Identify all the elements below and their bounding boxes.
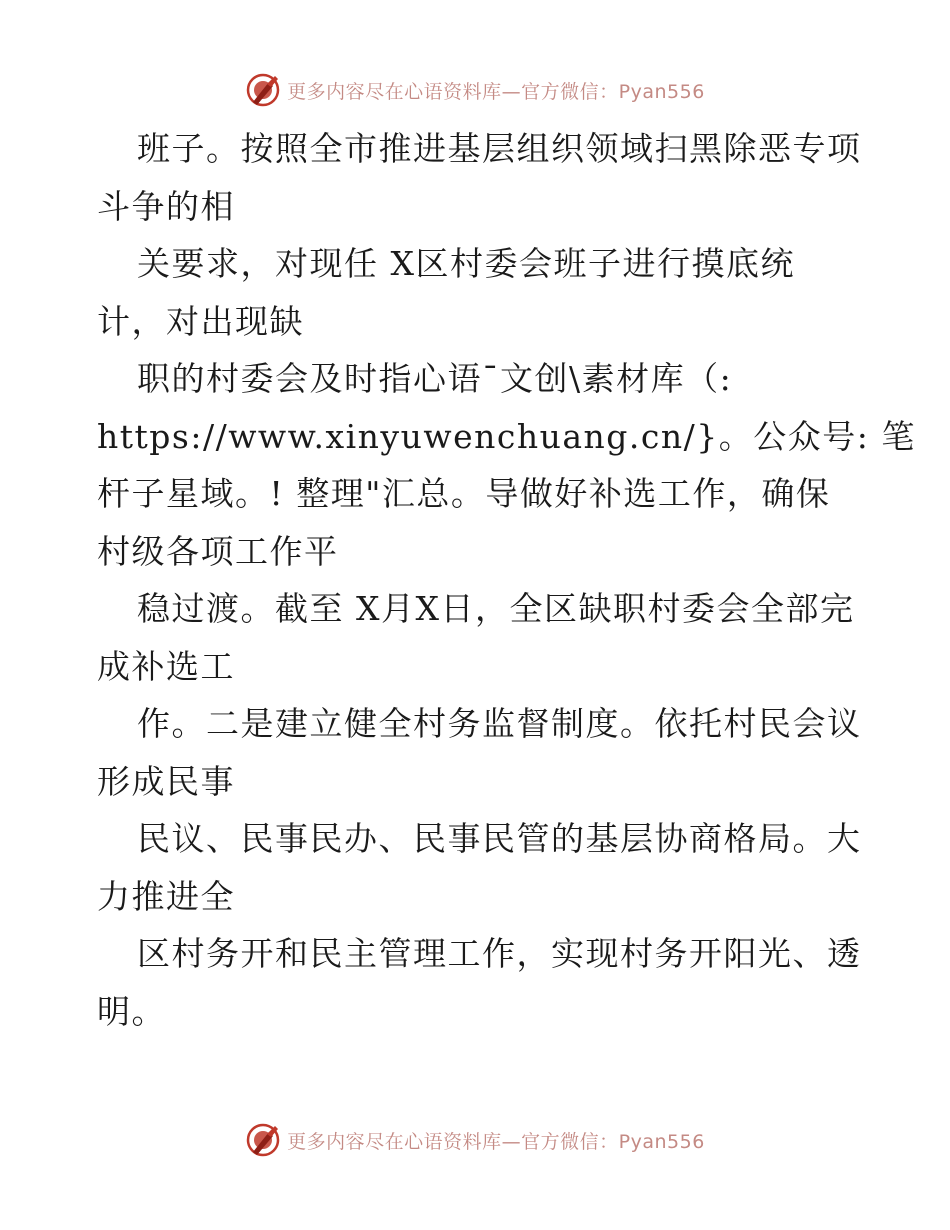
body-text-line: 明。 — [97, 991, 166, 1031]
body-text-line: 区村务开和民主管理工作，实现村务开阳光、透 — [137, 934, 862, 973]
body-text-line: 关要求，对现任 X区村委会班子进行摸底统 — [137, 244, 795, 283]
watermark-text: 更多内容尽在心语资料库—官方微信：Pyan556 — [287, 1130, 705, 1153]
body-text-line: 职的村委会及时指心语¯文创\素材库（: — [137, 359, 733, 398]
body-text-line: 杆子星域。! 整理"汇总。导做好补选工作，确保 — [97, 474, 831, 513]
document-body — [97, 120, 916, 1040]
body-text-line: 斗争的相 — [97, 186, 235, 226]
watermark-banner-bottom — [0, 1120, 950, 1160]
body-text-line: 稳过渡。截至 X月X日，全区缺职村委会全部完 — [137, 589, 855, 628]
body-text-line: https://www.xinyuwenchuang.cn/}。公众号: 笔 — [97, 416, 916, 456]
body-text-line: 成补选工 — [97, 646, 235, 686]
body-text-line: 村级各项工作平 — [97, 531, 339, 571]
body-text-line: 作。二是建立健全村务监督制度。依托村民会议 — [137, 704, 862, 743]
body-text-line: 力推进全 — [97, 876, 235, 916]
pen-seal-logo-icon — [245, 72, 281, 108]
pen-seal-logo-icon — [245, 1122, 281, 1158]
body-text-line: 计，对出现缺 — [97, 301, 304, 341]
body-text-line: 民议、民事民办、民事民管的基层协商格局。大 — [137, 819, 862, 858]
body-text-line: 班子。按照全市推进基层组织领域扫黑除恶专项 — [137, 129, 862, 168]
body-text-line: 形成民事 — [97, 761, 235, 801]
watermark-banner-top — [0, 70, 950, 110]
watermark-text: 更多内容尽在心语资料库—官方微信：Pyan556 — [287, 80, 705, 103]
